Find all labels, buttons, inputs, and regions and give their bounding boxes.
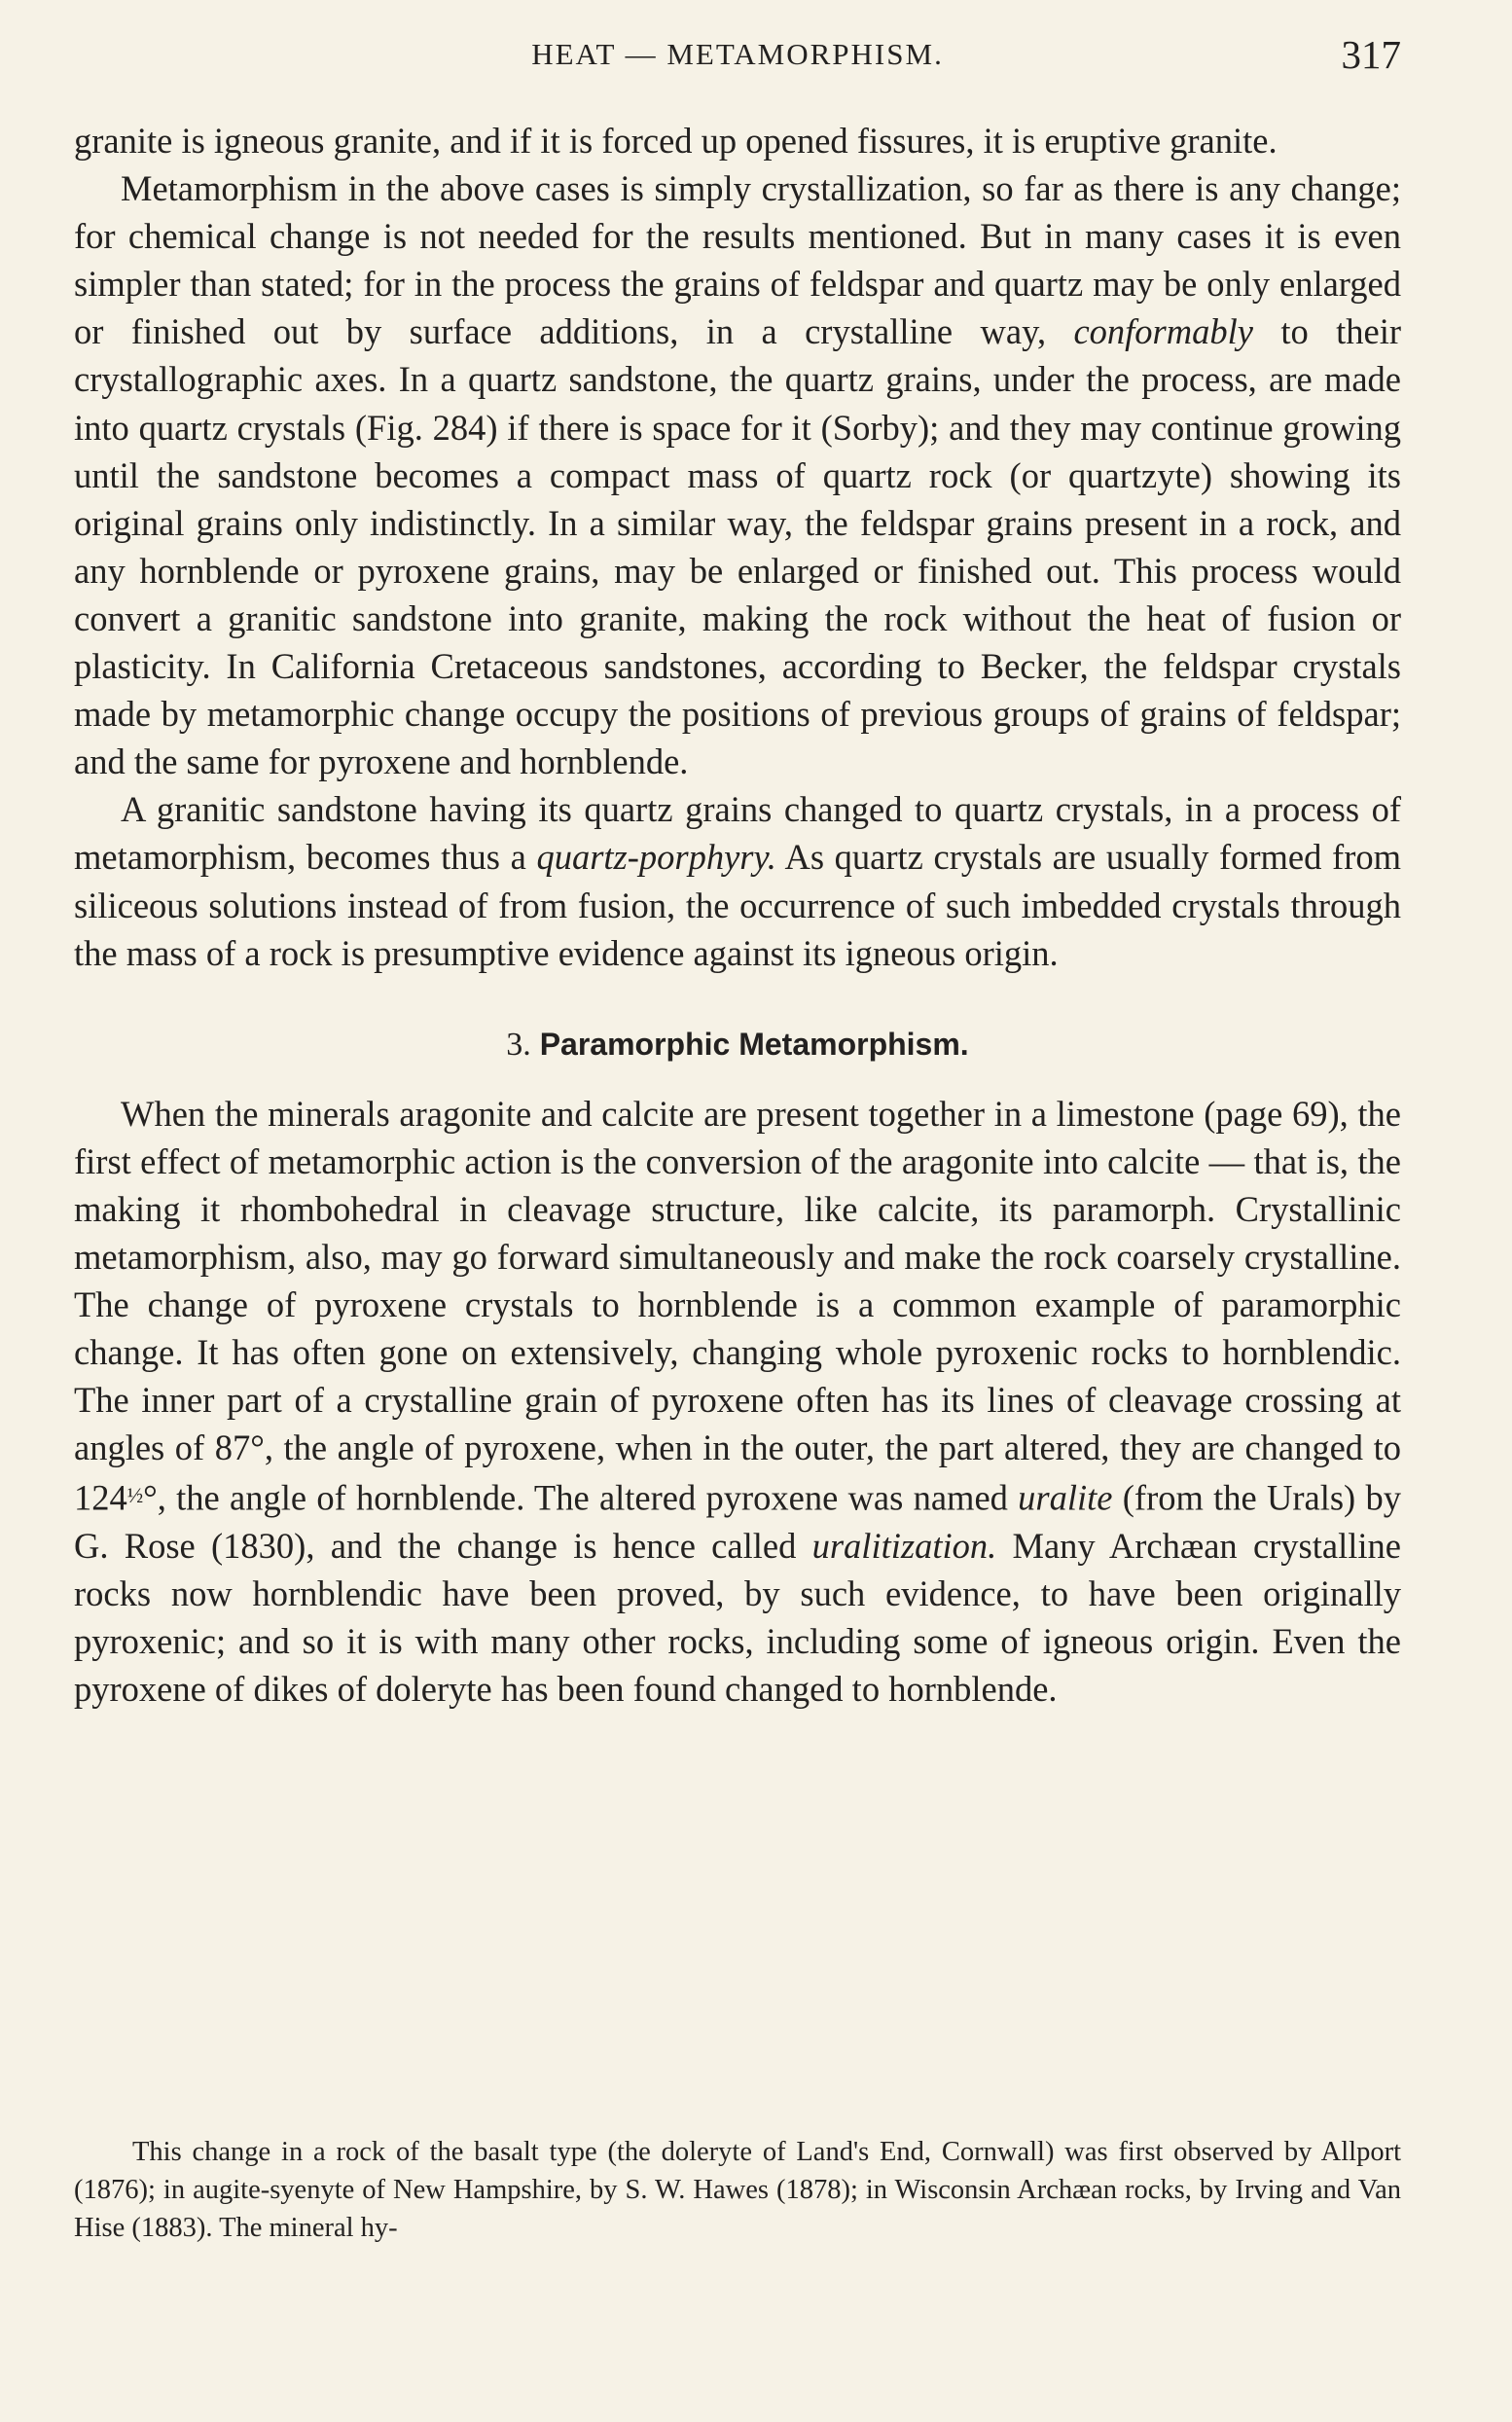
italic-term: uralite [1018,1478,1113,1519]
paragraph-text: granite is igneous granite, and if it is forced up opened fissures, it is eruptive granite. [74,121,1278,161]
paragraph-continued [74,117,1401,164]
running-head [74,31,1401,80]
section-heading [74,1023,1401,1066]
page-number: 317 [1341,32,1401,77]
running-title: HEAT — METAMORPHISM. [531,37,944,71]
italic-term: quartz-porphyry. [536,837,776,878]
paragraph-text: Many Archæan crystalline rocks now hornblendic have been proved, by such evidence, to have been originally pyroxenic; and so it is with many other rocks, including some of igneous origin. Even the pyroxene of dikes of doleryte has been found changed to hornblende. [74,1526,1401,1710]
main-text [74,117,1401,1714]
footnote-text: This change in a rock of the basalt type (the doleryte of Land's End, Cornwall) was first observed by Allport (1876); in augite-syenyte of New Hampshire, by S. W. Hawes (1878); in Wisconsin Archæan rocks, by Irving and Van Hise (1883). The mineral hy- [74,2137,1401,2243]
paragraph-paramorphic [74,1090,1401,1714]
paragraph-text: As quartz crystals are usually formed from siliceous solutions instead of from fusion, the occurrence of such imbedded crystals through the mass of a rock is presumptive evidence against its igneous origin. [74,837,1401,973]
italic-term: uralitization. [811,1526,997,1567]
footnote [74,2133,1401,2247]
paragraph-text: Metamorphism in the above cases is simply crystallization, so far as there is any change; for chemical change is not needed for the results mentioned. But in many cases it is even simpler than stated; for in the process the grains of feldspar and quartz may be only enlarged or finished out by surface additions, in a crystalline way, [74,168,1401,352]
section-title: Paramorphic Metamorphism. [539,1026,969,1062]
fraction: ½ [126,1483,144,1508]
paragraph-text: (from the Urals) by G. Rose (1830), and the change is hence called [74,1478,1401,1567]
paragraph-text: °, the angle of hornblende. The altered pyroxene was named [143,1478,1019,1519]
paragraph-quartz-porphyry [74,785,1401,976]
paragraph-text: to their crystallographic axes. In a quartz sandstone, the quartz grains, under the process, are made into quartz crystals (Fig. 284) if there is space for it (Sorby); and they may continue growing until the sandstone becomes a compact mass of quartz rock (or quartzyte) showing its original grains only indistinctly. In a similar way, the feldspar grains present in a rock, and any hornblende or pyroxene grains, may be enlarged or finished out. This process would convert a granitic sandstone into granite, making the rock without the heat of fusion or plasticity. In California Cretaceous sandstones, according to Becker, the feldspar crystals made by metamorphic change occupy the positions of previous groups of grains of feldspar; and the same for pyroxene and hornblende. [74,311,1401,782]
paragraph-text: A granitic sandstone having its quartz grains changed to quartz crystals, in a process of metamorphism, becomes thus a [74,789,1401,878]
section-number: 3. [506,1026,531,1063]
paragraph-crystallization [74,164,1401,785]
paragraph-text: When the minerals aragonite and calcite are present together in a limestone (page 69), the first effect of metamorphic action is the conversion of the aragonite into calcite — that is, the making it rhombohedral in cleavage structure, like calcite, its paramorph. Crystallinic metamorphism, also, may go forward simultaneously and make the rock coarsely crystalline. The change of pyroxene crystals to hornblende is a common example of paramorphic change. It has often gone on extensively, changing whole pyroxenic rocks to hornblendic. The inner part of a crystalline grain of pyroxene often has its lines of cleavage crossing at angles of 87°, the angle of pyroxene, when in the outer, the part altered, they are changed to 124 [74,1093,1401,1519]
italic-term: conformably [1073,311,1253,352]
